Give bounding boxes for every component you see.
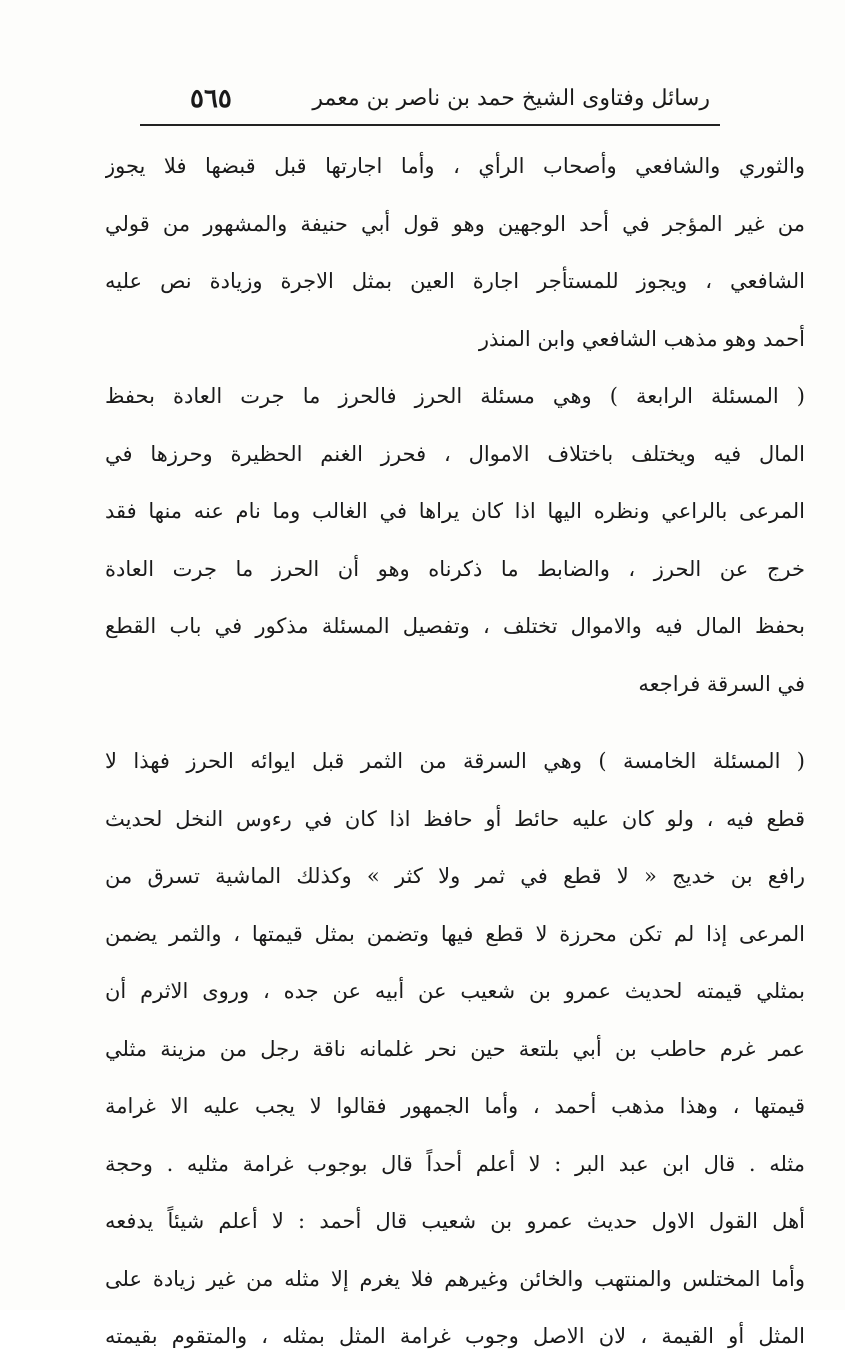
text-line: أهل القول الاول حديث عمرو بن شعيب قال أحمد : لا أعلم شيئاً يدفعه xyxy=(105,1209,805,1233)
text-line: خرج عن الحرز ، والضابط ما ذكرناه وهو أن الحرز ما جرت العادة xyxy=(105,556,805,581)
main-text xyxy=(105,138,805,1366)
text-line: المثل أو القيمة ، لان الاصل وجوب غرامة المثل بمثله ، والمتقوم بقيمته xyxy=(105,1324,805,1348)
text-line: بمثلي قيمته لحديث عمرو بن شعيب عن أبيه عن جده ، وروى الاثرم أن xyxy=(105,979,805,1003)
header-rule xyxy=(140,124,720,126)
text-line: والثوري والشافعي وأصحاب الرأي ، وأما اجارتها قبل قبضها فلا يجوز xyxy=(105,154,805,178)
text-line: وأما المختلس والمنتهب والخائن وغيرهم فلا يغرم إلا مثله من غير زيادة على xyxy=(105,1266,805,1291)
page-number: ٥٦٥ xyxy=(190,84,232,114)
text-line: قيمتها ، وهذا مذهب أحمد ، وأما الجمهور فقالوا لا يجب عليه الا غرامة xyxy=(105,1094,805,1118)
text-line: مثله . قال ابن عبد البر : لا أعلم أحداً قال بوجوب غرامة مثليه . وحجة xyxy=(105,1151,805,1176)
paragraph-2 xyxy=(105,368,805,713)
paragraph-spacer xyxy=(105,713,805,733)
text-line: المرعى بالراعي ونظره اليها اذا كان يراها في الغالب وما نام عنه منها فقد xyxy=(105,499,805,523)
text-line: المال فيه ويختلف باختلاف الاموال ، فحرز الغنم الحظيرة وحرزها في xyxy=(105,441,805,466)
text-line: رافع بن خديج « لا قطع في ثمر ولا كثر » وكذلك الماشية تسرق من xyxy=(105,864,805,888)
text-line: ( المسئلة الرابعة ) وهي مسئلة الحرز فالحرز ما جرت العادة بحفظ xyxy=(105,384,805,408)
text-line: قطع فيه ، ولو كان عليه حائط أو حافظ اذا كان في رءوس النخل لحديث xyxy=(105,806,805,831)
text-line: ( المسئلة الخامسة ) وهي السرقة من الثمر قبل ايوائه الحرز فهذا لا xyxy=(105,749,805,773)
running-title: رسائل وفتاوى الشيخ حمد بن ناصر بن معمر xyxy=(312,86,710,111)
text-line: أحمد وهو مذهب الشافعي وابن المنذر xyxy=(478,326,805,351)
text-line: من غير المؤجر في أحد الوجهين وهو قول أبي حنيفة والمشهور من قولي xyxy=(105,211,805,236)
text-line: في السرقة فراجعه xyxy=(638,671,805,696)
paragraph-1 xyxy=(105,138,805,368)
running-header xyxy=(150,80,710,124)
text-line: بحفظ المال فيه والاموال تختلف ، وتفصيل المسئلة مذكور في باب القطع xyxy=(105,614,805,638)
text-line: المرعى إذا لم تكن محرزة لا قطع فيها وتضمن بمثل قيمتها ، والثمر يضمن xyxy=(105,921,805,946)
text-line: الشافعي ، ويجوز للمستأجر اجارة العين بمثل الاجرة وزيادة نص عليه xyxy=(105,269,805,293)
paragraph-3 xyxy=(105,733,805,1366)
text-line: عمر غرم حاطب بن أبي بلتعة حين نحر غلمانه ناقة رجل من مزينة مثلي xyxy=(105,1036,805,1061)
